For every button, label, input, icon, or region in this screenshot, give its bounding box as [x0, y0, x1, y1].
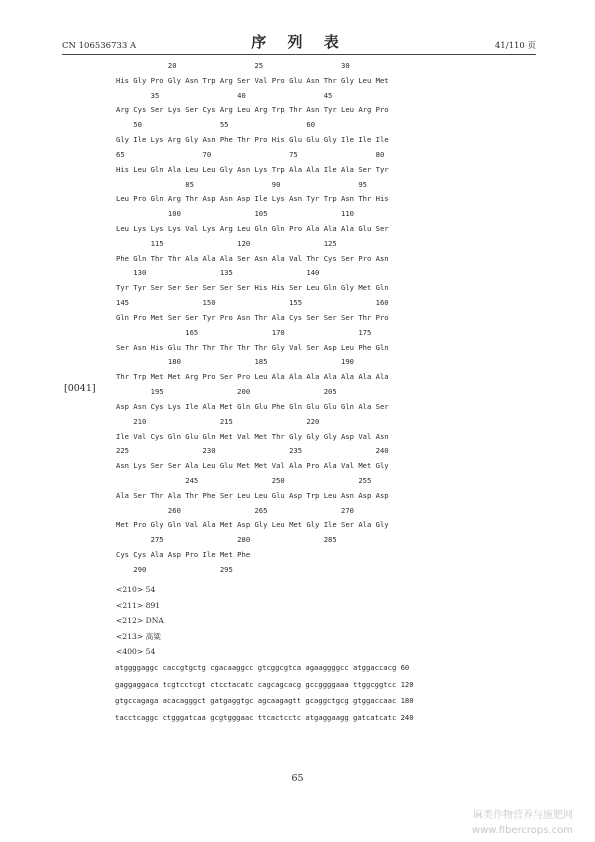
- page-title: 序 列 表: [251, 33, 347, 51]
- residue-number-line: 290 295: [116, 564, 233, 574]
- residue-number-line: 210 215 220: [116, 416, 320, 426]
- residue-line: Arg Cys Ser Lys Ser Cys Arg Leu Arg Trp Thr Asn Tyr Leu Arg Pro: [116, 105, 389, 115]
- watermark-line: 麻类作物营养与施肥网: [473, 810, 573, 821]
- dna-line: tacctcaggc ctgggatcaa gcgtgggaac ttcactcctc atgaggaagg gatcatcatc 240: [115, 712, 414, 722]
- watermark-line: www.fibercrops.com: [471, 825, 573, 836]
- publication-number: CN 106536733 A: [62, 41, 137, 51]
- residue-line: Ala Ser Thr Ala Thr Phe Ser Leu Leu Glu Asp Trp Leu Asn Asp Asp: [116, 490, 389, 500]
- seq-type-line: <212> DNA: [116, 616, 164, 626]
- residue-line: Ser Asn His Glu Thr Thr Thr Thr Thr Gly Val Ser Asp Leu Phe Gln: [116, 342, 389, 352]
- residue-number-line: 85 90 95: [116, 179, 367, 189]
- watermark: [472, 808, 573, 838]
- residue-line: Gln Pro Met Ser Ser Tyr Pro Asn Thr Ala Cys Ser Ser Ser Thr Pro: [116, 312, 389, 322]
- residue-number-line: 100 105 110: [116, 209, 354, 219]
- residue-line: Met Pro Gly Gln Val Ala Met Asp Gly Leu Met Gly Ile Ser Ala Gly: [116, 520, 389, 530]
- residue-number-line: 35 40 45: [116, 90, 333, 100]
- seq-organism-line: <213> 高粱: [116, 631, 161, 641]
- residue-number-line: 260 265 270: [116, 505, 354, 515]
- residue-line: Asp Asn Cys Lys Ile Ala Met Gln Glu Phe Gln Glu Glu Gln Ala Ser: [116, 401, 389, 411]
- residue-line: His Leu Gln Ala Leu Leu Gly Asn Lys Trp Ala Ala Ile Ala Ser Tyr: [116, 164, 389, 174]
- residue-line: Ile Val Cys Gln Glu Gln Met Val Met Thr Gly Gly Gly Asp Val Asn: [116, 431, 389, 441]
- residue-line: Cys Cys Ala Asp Pro Ile Met Phe: [116, 550, 251, 560]
- residue-number-line: 195 200 205: [116, 387, 337, 397]
- page-counter: 41/110 页: [494, 41, 536, 51]
- dna-sequence: [115, 660, 414, 726]
- residue-line: Thr Trp Met Met Arg Pro Ser Pro Leu Ala Ala Ala Ala Ala Ala Ala: [116, 372, 389, 382]
- residue-line: His Gly Pro Gly Asn Trp Arg Ser Val Pro Glu Asn Thr Gly Leu Met: [116, 75, 389, 85]
- residue-number-line: 225 230 235 240: [116, 446, 389, 456]
- residue-number-line: 20 25 30: [116, 61, 350, 70]
- page-number: 65: [291, 773, 304, 784]
- seq-start-line: <400> 54: [116, 647, 156, 657]
- paragraph-tag: [0041]: [64, 383, 96, 394]
- residue-line: Leu Lys Lys Lys Val Lys Arg Leu Gln Gln Pro Ala Ala Ala Glu Ser: [116, 224, 389, 234]
- residue-number-line: 65 70 75 80: [116, 149, 385, 159]
- residue-number-line: 165 170 175: [116, 327, 372, 337]
- seq-length-line: <211> 891: [116, 600, 161, 610]
- residue-line: Tyr Tyr Ser Ser Ser Ser Ser Ser His His Ser Leu Gln Gly Met Gln: [116, 283, 389, 293]
- residue-number-line: 115 120 125: [116, 238, 337, 248]
- residue-number-line: 245 250 255: [116, 475, 372, 485]
- residue-number-line: 275 280 285: [116, 535, 337, 545]
- dna-line: gaggaggaca tcgtcctcgt ctcctacatc cagcagcacg gccggggaaa ttggcggtcc 120: [115, 679, 414, 689]
- residue-number-line: 180 185 190: [116, 357, 354, 367]
- residue-line: Asn Lys Ser Ser Ala Leu Glu Met Met Val Ala Pro Ala Val Met Gly: [116, 461, 389, 471]
- dna-line: gtgccagaga acacagggct gatgaggtgc agcaagagtt gcaggctgcg gtggaccaac 180: [115, 696, 414, 706]
- residue-number-line: 130 135 140: [116, 268, 320, 278]
- residue-line: Leu Pro Gln Arg Thr Asp Asn Asp Ile Lys Asn Tyr Trp Asn Thr His: [116, 194, 389, 204]
- residue-line: Gly Ile Lys Arg Gly Asn Phe Thr Pro His Glu Glu Gly Ile Ile Ile: [116, 135, 389, 145]
- residue-number-line: 145 150 155 160: [116, 298, 389, 308]
- sequence-metadata: [116, 582, 164, 660]
- residue-line: Phe Gln Thr Thr Ala Ala Ala Ser Asn Ala Val Thr Cys Ser Pro Asn: [116, 253, 389, 263]
- dna-line: atggggaggc caccgtgctg cgacaaggcc gtcggcgtca agaaggggcc atggaccacg 60: [115, 663, 410, 672]
- seq-id-line: <210> 54: [116, 585, 156, 594]
- residue-number-line: 50 55 60: [116, 120, 316, 130]
